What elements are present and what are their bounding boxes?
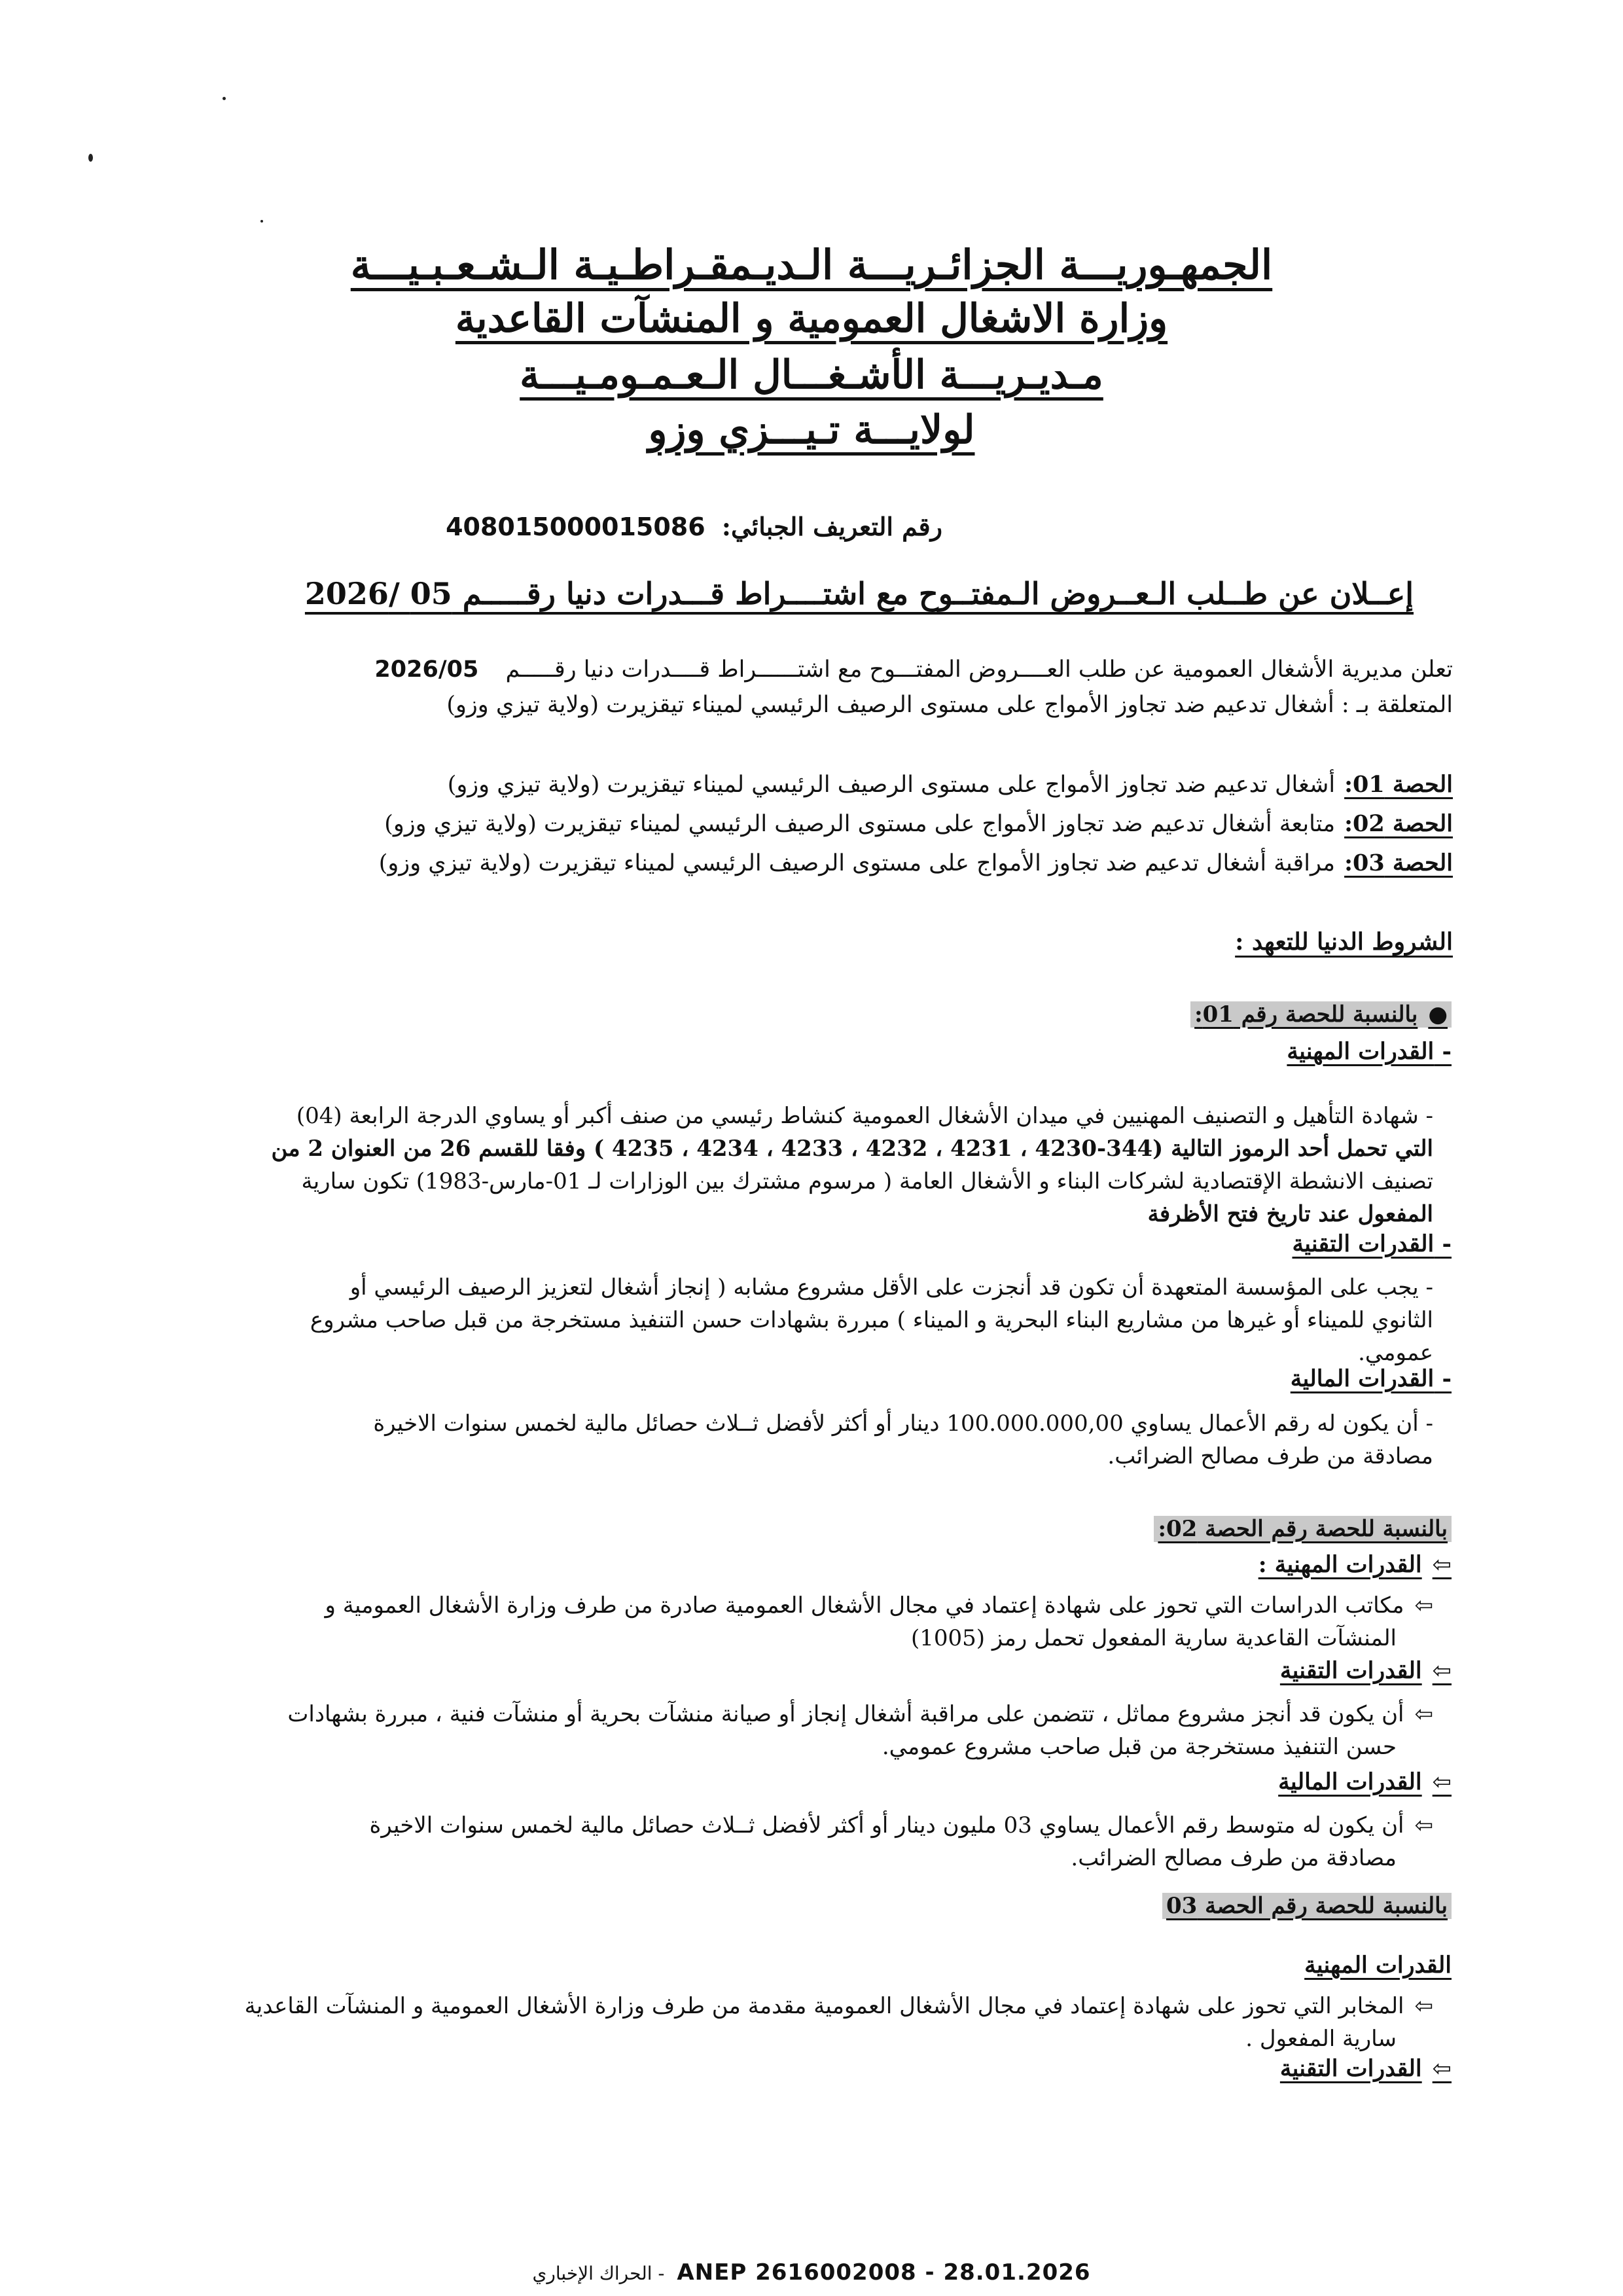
lot2-financial-title-text: القدرات المالية bbox=[1278, 1768, 1422, 1795]
lot2-technical-title-text: القدرات التقنية bbox=[1279, 1657, 1422, 1684]
conditions-title: الشروط الدنيا للتعهد : bbox=[1235, 928, 1453, 956]
lot-label: الحصة 02: bbox=[1344, 810, 1453, 837]
lot-label: الحصة 03: bbox=[1344, 850, 1453, 876]
lot-item bbox=[379, 846, 1453, 881]
lot1-technical-title: - القدرات التقنية bbox=[1292, 1230, 1452, 1257]
scan-speck bbox=[223, 97, 226, 100]
text-line: تصنيف الانشطة الإقتصادية لشركات البناء و الأشغال العامة ( مرسوم مشترك بين الوزارات لـ 01-مارس-1983) تكون سارية bbox=[301, 1168, 1433, 1194]
lot1-heading-text: بالنسبة للحصة رقم 01: bbox=[1194, 1001, 1418, 1028]
lot2-technical-title bbox=[1280, 1657, 1452, 1684]
tax-id-value: 408015000015086 bbox=[446, 512, 705, 541]
left-arrow-icon: ⇦ bbox=[1432, 1769, 1452, 1795]
left-arrow-icon: ⇦ bbox=[1414, 1592, 1433, 1619]
intro-line-1: تعلن مديرية الأشغال العمومية عن طلب العــــروض المفتـــوح مع اشتــــــراط قــــدرات دنيا رقـــــم bbox=[505, 656, 1453, 683]
lot-item bbox=[384, 806, 1453, 842]
lot2-professional-title-text: القدرات المهنية : bbox=[1258, 1551, 1422, 1578]
lot-text: متابعة أشغال تدعيم ضد تجاوز الأمواج على مستوى الرصيف الرئيسي لميناء تيقزيرت (ولاية تيزي وزو) bbox=[384, 811, 1336, 837]
header-republic: الجمهـوريـــة الجزائـريـــة الـديـمقـراطـيـة الـشـعـبـيـــة bbox=[350, 241, 1273, 289]
lot3-technical-title-text: القدرات التقنية bbox=[1279, 2055, 1422, 2082]
text-line: - أن يكون له رقم الأعمال يساوي 100.000.000,00 دينار أو أكثر لأفضل ثــلاث حصائل مالية لخمس سنوات الاخيرة bbox=[373, 1410, 1433, 1437]
text-line: - شهادة التأهيل و التصنيف المهنيين في ميدان الأشغال العمومية كنشاط رئيسي من صنف أكبر أو يساوي الدرجة الرابعة (04) bbox=[296, 1103, 1433, 1129]
lot-text: أشغال تدعيم ضد تجاوز الأمواج على مستوى الرصيف الرئيسي لميناء تيقزيرت (ولاية تيزي وزو) bbox=[447, 772, 1336, 798]
text-line: مصادقة من طرف مصالح الضرائب. bbox=[1107, 1443, 1433, 1469]
lot1-professional-title: - القدرات المهنية bbox=[1287, 1038, 1452, 1065]
lot2-financial-title bbox=[1278, 1768, 1452, 1795]
text-line: حسن التنفيذ مستخرجة من قبل صاحب مشروع عمومي. bbox=[882, 1734, 1397, 1760]
text-line: التي تحمل أحد الرموز التالية (344-4230 ، 4231 ، 4232 ، 4233 ، 4234 ، 4235 ) وفقا للقسم 26 من العنوان 2 من bbox=[271, 1136, 1433, 1162]
lot1-professional-text bbox=[196, 1100, 1433, 1230]
lot3-professional-text bbox=[196, 1990, 1433, 2055]
text-line: عمومي. bbox=[1358, 1340, 1433, 1366]
text-line: المفعول عند تاريخ فتح الأظرفة bbox=[1147, 1201, 1433, 1227]
header-province: لولايـــة تـيـــزي وزو bbox=[648, 407, 975, 453]
lot3-heading: بالنسبة للحصة رقم الحصة 03 bbox=[1162, 1893, 1452, 1919]
lot1-financial-text bbox=[196, 1407, 1433, 1473]
lot-text: مراقبة أشغال تدعيم ضد تجاوز الأمواج على مستوى الرصيف الرئيسي لميناء تيقزيرت (ولاية تيزي وزو) bbox=[378, 850, 1336, 876]
header-ministry: وزارة الاشغال العمومية و المنشآت القاعدية bbox=[455, 296, 1168, 342]
header-directorate: مـديـريـــة الأشـغـــال الـعـمـومـيـــة bbox=[520, 352, 1103, 398]
text-line: أن يكون قد أنجز مشروع مماثل ، تتضمن على مراقبة أشغال إنجاز أو صيانة منشآت بحرية أو منشآت فنية ، مبررة بشهادات bbox=[287, 1701, 1404, 1727]
left-arrow-icon: ⇦ bbox=[1432, 1552, 1452, 1578]
footer-source: الحراك الإخباري - bbox=[532, 2263, 665, 2284]
scan-speck bbox=[88, 154, 93, 162]
lot1-technical-text bbox=[196, 1271, 1433, 1369]
lot1-technical-title-text: القدرات التقنية bbox=[1292, 1230, 1435, 1257]
intro-line-2: المتعلقة بـ : أشغال تدعيم ضد تجاوز الأمواج على مستوى الرصيف الرئيسي لميناء تيقزيرت (ولاية تيزي وزو) bbox=[446, 692, 1453, 718]
text-line: المنشآت القاعدية سارية المفعول تحمل رمز (1005) bbox=[910, 1625, 1397, 1651]
lot1-professional-title-text: القدرات المهنية bbox=[1287, 1038, 1435, 1065]
announcement-title: إعــلان عن طــلب الـعــروض الـمفتــوح مع اشتــــراط قـــدرات دنيا رقـــــم 05 /2026 bbox=[304, 576, 1414, 611]
lot-label: الحصة 01: bbox=[1344, 771, 1453, 798]
intro-paragraph bbox=[196, 652, 1453, 723]
left-arrow-icon: ⇦ bbox=[1414, 1812, 1433, 1839]
lot2-professional-title bbox=[1258, 1551, 1452, 1578]
lot-item bbox=[448, 767, 1453, 802]
bullet-icon: ● bbox=[1428, 1001, 1448, 1028]
text-line: سارية المفعول . bbox=[1245, 2026, 1397, 2052]
lot2-heading: بالنسبة للحصة رقم الحصة 02: bbox=[1154, 1516, 1452, 1542]
tax-id bbox=[446, 512, 942, 541]
left-arrow-icon: ⇦ bbox=[1414, 1701, 1433, 1727]
lot1-financial-title-text: القدرات المالية bbox=[1290, 1365, 1435, 1392]
text-line: مصادقة من طرف مصالح الضرائب. bbox=[1071, 1845, 1397, 1871]
tax-id-label: رقم التعريف الجبائي: bbox=[721, 512, 942, 541]
footer-code: ANEP 2616002008 - 28.01.2026 bbox=[677, 2259, 1091, 2286]
text-line: - يجب على المؤسسة المتعهدة أن تكون قد أنجزت على الأقل مشروع مشابه ( إنجاز أشغال لتعزيز الرصيف الرئيسي أو bbox=[349, 1274, 1433, 1300]
lot3-professional-title: القدرات المهنية bbox=[1304, 1952, 1452, 1979]
scan-speck bbox=[260, 220, 263, 223]
page-footer bbox=[0, 2259, 1623, 2286]
lot3-technical-title bbox=[1280, 2055, 1452, 2082]
left-arrow-icon: ⇦ bbox=[1432, 1658, 1452, 1684]
left-arrow-icon: ⇦ bbox=[1414, 1993, 1433, 2019]
lot2-professional-text bbox=[196, 1589, 1433, 1655]
text-line: المخابر التي تحوز على شهادة إعتماد في مجال الأشغال العمومية مقدمة من طرف وزارة الأشغال العمومية و المنشآت القاعدية bbox=[244, 1993, 1404, 2019]
intro-number: 2026/05 bbox=[374, 656, 479, 683]
text-line: أن يكون له متوسط رقم الأعمال يساوي 03 مليون دينار أو أكثر لأفضل ثــلاث حصائل مالية لخمس سنوات الاخيرة bbox=[369, 1812, 1404, 1839]
text-line: مكاتب الدراسات التي تحوز على شهادة إعتماد في مجال الأشغال العمومية صادرة من طرف وزارة الأشغال العمومية و bbox=[325, 1592, 1404, 1619]
lot2-financial-text bbox=[196, 1809, 1433, 1874]
lot2-technical-text bbox=[196, 1698, 1433, 1763]
text-line: الثانوي للميناء أو غيرها من مشاريع البناء البحرية و الميناء ) مبررة بشهادات حسن التنفيذ مستخرجة من قبل صاحب مشروع bbox=[310, 1307, 1433, 1333]
left-arrow-icon: ⇦ bbox=[1432, 2056, 1452, 2082]
lot1-heading bbox=[1190, 1001, 1452, 1028]
lot1-financial-title: - القدرات المالية bbox=[1290, 1365, 1452, 1392]
